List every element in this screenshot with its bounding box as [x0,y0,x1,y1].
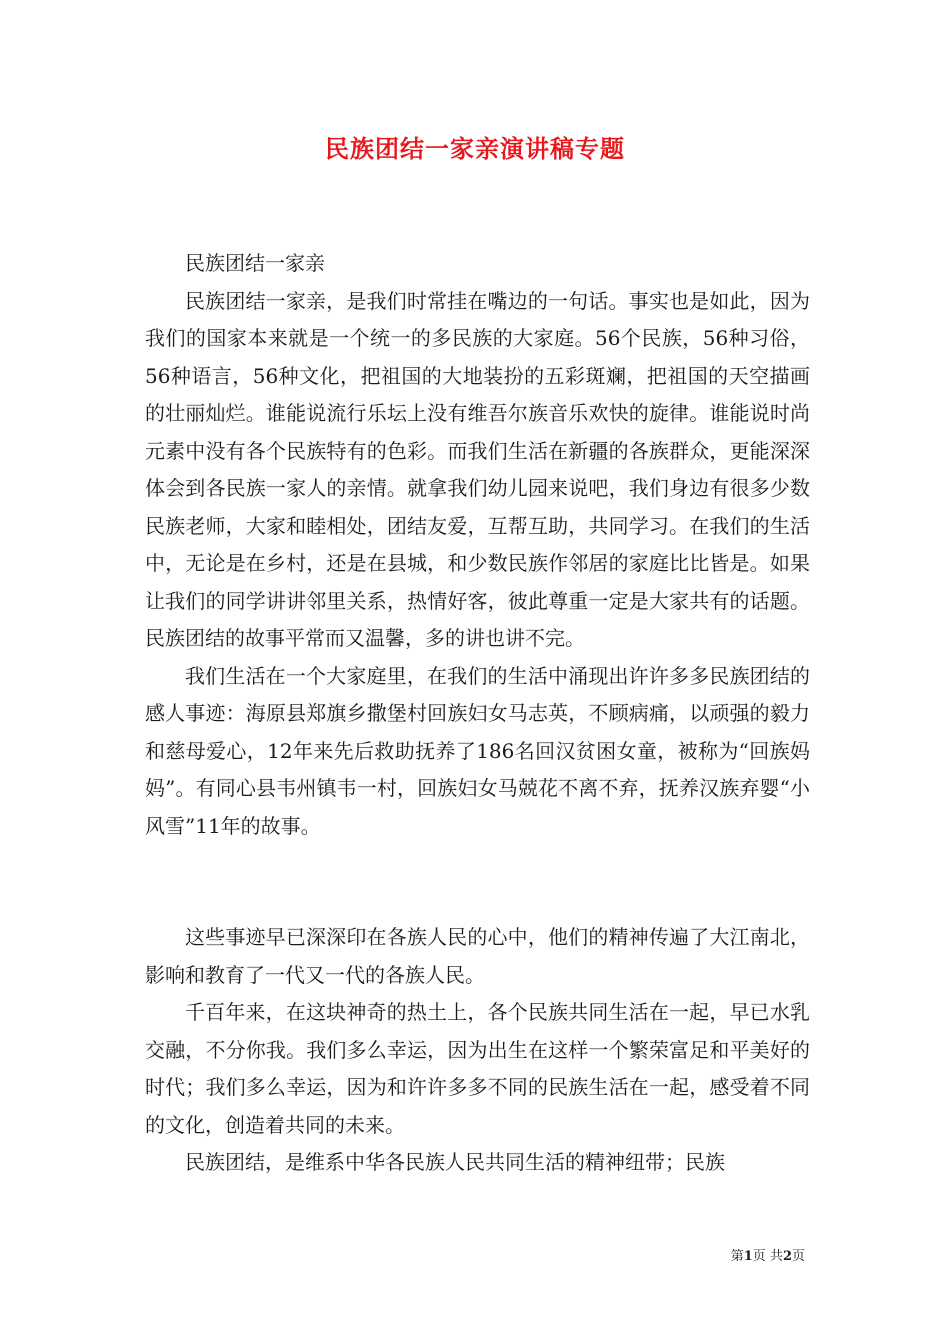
paragraph: 民族团结，是维系中华各民族人民共同生活的精神纽带；民族 [185,1150,725,1174]
paragraph: 我们生活在一个大家庭里，在我们的生活中涌现出许许多多民族团结的感人事迹：海原县郑旗乡撒堡村回族妇女马志英，不顾病痛，以顽强的毅力和慈母爱心，12年来先后救助抚养了186名回汉贫困女童，被称为“回族妈妈”。有同心县韦州镇韦一村，回族妇女马兢花不离不弃，抚养汉族弃婴“小风雪”11年的故事。 [145,663,810,838]
footer-suffix: 页 [791,1249,805,1264]
paragraph-subheading: 民族团结一家亲 [185,251,325,275]
paragraph: 千百年来，在这块神奇的热土上，各个民族共同生活在一起，早已水乳交融，不分你我。我们多么幸运，因为出生在这样一个繁荣富足和平美好的时代；我们多么幸运，因为和许许多多不同的民族生活在一起，感受着不同的文化，创造着共同的未来。 [145,1000,810,1137]
blank-gap [145,845,810,919]
footer-total-pages: 2 [782,1249,792,1264]
document-title: 民族团结一家亲演讲稿专题 [325,134,625,163]
footer-middle: 页 共 [752,1249,783,1264]
footer-page-number: 1 [743,1249,753,1264]
paragraph: 民族团结一家亲，是我们时常挂在嘴边的一句话。事实也是如此，因为我们的国家本来就是一个统一的多民族的大家庭。56个民族，56种习俗，56种语言，56种文化，把祖国的大地装扮的五彩斑斓，把祖国的天空描画的壮丽灿烂。谁能说流行乐坛上没有维吾尔族音乐欢快的旋律。谁能说时尚元素中没有各个民族特有的色彩。而我们生活在新疆的各族群众，更能深深体会到各民族一家人的亲情。就拿我们幼儿园来说吧，我们身边有很多少数民族老师，大家和睦相处，团结友爱，互帮互助，共同学习。在我们的生活中，无论是在乡村，还是在县城，和少数民族作邻居的家庭比比皆是。如果让我们的同学讲讲邻里关系，热情好客，彼此尊重一定是大家共有的话题。民族团结的故事平常而又温馨，多的讲也讲不完。 [145,288,810,650]
paragraph: 这些事迹早已深深印在各族人民的心中，他们的精神传遍了大江南北，影响和教育了一代又一代的各族人民。 [145,925,810,987]
footer-prefix: 第 [730,1249,744,1264]
page-number-footer [731,1248,805,1266]
document-body [145,245,810,1182]
